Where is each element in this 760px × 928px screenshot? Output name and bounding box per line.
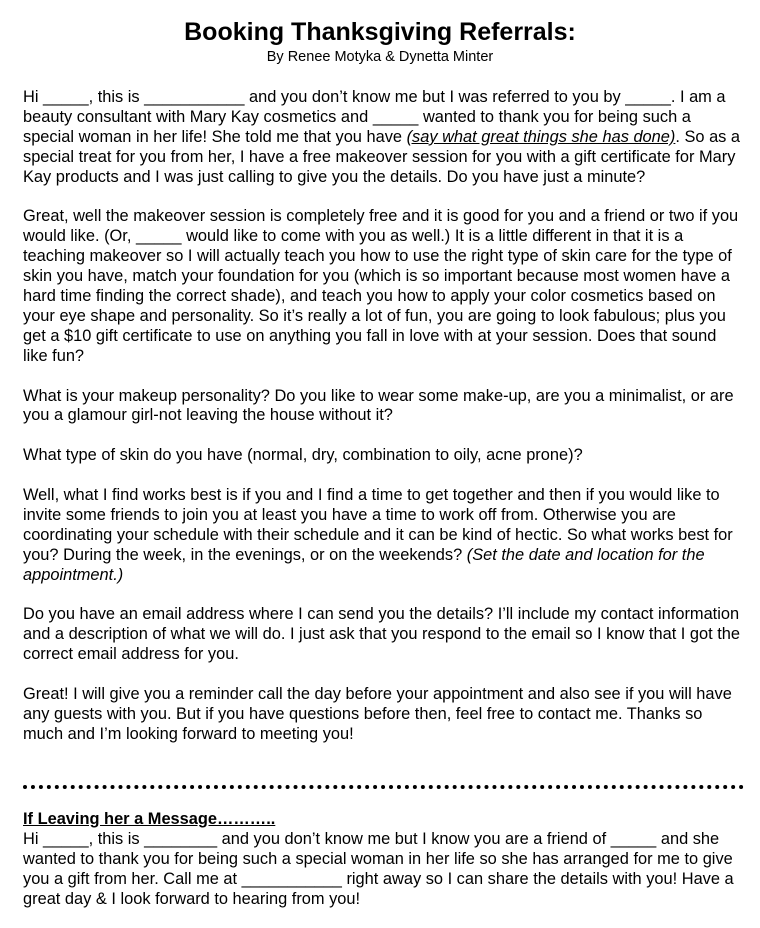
dotted-divider	[23, 785, 744, 789]
document-byline: By Renee Motyka & Dynetta Minter	[266, 49, 494, 65]
paragraph-makeover: Great, well the makeover session is completely free and it is good for you and a friend or two if you would like. (Or, _____ would like to come with you as well.) It is a little different in that it is a teaching makeover so I will actually teach you how to use the right type of skin care for the type of skin you have, match your foundation for you (which is so important because most women have a hard time finding the correct shade), and teach you how to apply your color cosmetics based on your eye shape and personality. So it’s really a lot of fun, you are going to look fabulous; plus you get a $10 gift certificate to use on anything you fall in love with at your session. Does that sound like fun?	[23, 207, 739, 365]
message-section	[23, 810, 743, 910]
paragraph-scheduling	[23, 486, 743, 586]
paragraph-intro-text-b: . So as a special treat for you from her, I have a free makeover session for you with a gift certificate for Mary Kay products and I was just calling to give you the details. Do you have just a minute?	[23, 127, 741, 186]
paragraph-email: Do you have an email address where I can send you the details? I’ll include my contact information and a description of what we will do. I just ask that you respond to the email so I know that I got the correct email address for you.	[23, 605, 741, 664]
paragraph-scheduling-text: Well, what I find works best is if you and I find a time to get together and then if you would like to invite some friends to join you at least you have a time to work off from. Otherwise you are coordinating your schedule with their schedule and it can be kind of hectic. So what works best for you? During the week, in the evenings, or on the weekends?	[23, 486, 733, 564]
message-heading: If Leaving her a Message………..	[23, 810, 276, 828]
paragraph-intro-text-a: Hi _____, this is ___________ and you don’t know me but I was referred to you by _____. I am a beauty consultant with Mary Kay cosmetics and _____ wanted to thank you for being such a special woman in her life! She told me that you have	[23, 88, 726, 146]
paragraph-personality: What is your makeup personality? Do you like to wear some make-up, are you a minimalist, or are you a glamour girl-not leaving the house without it?	[23, 386, 734, 425]
paragraph-intro-note: (say what great things she has done)	[406, 127, 676, 146]
script-body	[23, 88, 743, 745]
document-title: Booking Thanksgiving Referrals:	[184, 18, 576, 46]
paragraph-skin-type: What type of skin do you have (normal, dry, combination to oily, acne prone)?	[23, 446, 583, 465]
paragraph-intro	[23, 88, 743, 188]
paragraph-scheduling-note: (Set the date and location for the appointment.)	[23, 545, 705, 584]
paragraph-closing: Great! I will give you a reminder call the day before your appointment and also see if you will have any guests with you. But if you have questions before then, feel free to contact me. Thanks so much and I’m looking forward to meeting you!	[23, 685, 732, 743]
message-body: Hi _____, this is ________ and you don’t know me but I know you are a friend of _____ and she wanted to thank you for being such a special woman in her life so she has arranged for me to give you a gift from her. Call me at ___________ right away so I can share the details with you! Have a great day & I look forward to hearing from you!	[23, 829, 734, 908]
